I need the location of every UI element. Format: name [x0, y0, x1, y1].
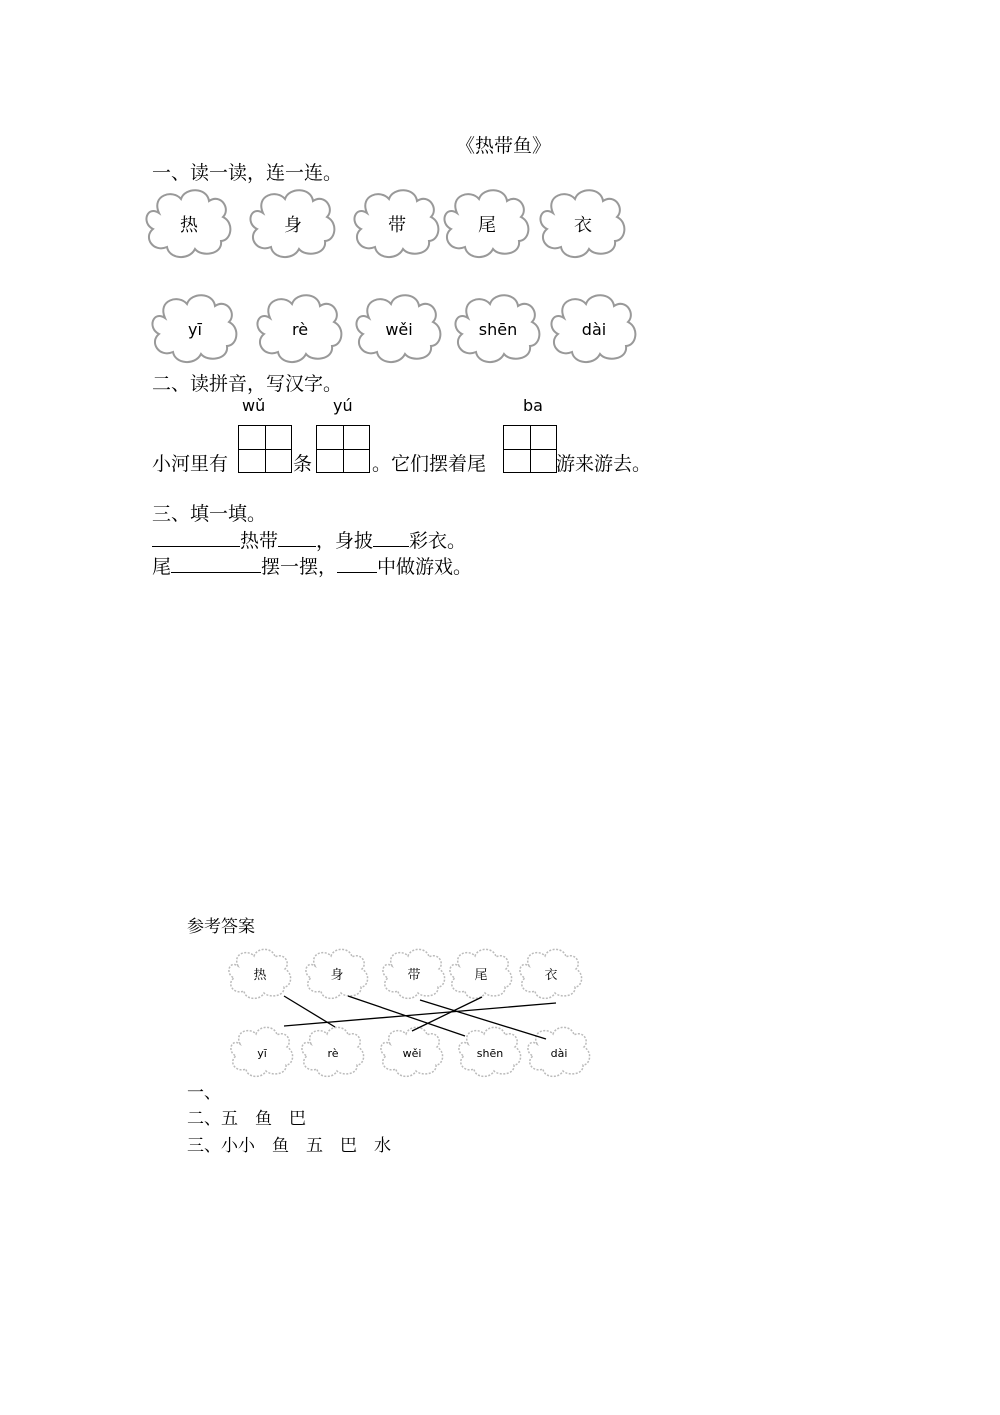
answer-char-label: 热: [253, 968, 267, 983]
pinyin-hint: yú: [333, 396, 353, 415]
char-cloud[interactable]: [250, 190, 334, 257]
answer-char-cloud: [229, 949, 291, 998]
answer-char-label: 尾: [474, 968, 488, 983]
char-cloud-label: 尾: [478, 215, 496, 236]
answer-line-3: 三、小小 鱼 五 巴 水: [187, 1136, 391, 1156]
sentence-part: 。它们摆着尾: [372, 453, 487, 475]
answer-char-label: 带: [407, 968, 421, 983]
answer-pinyin-cloud: [302, 1027, 364, 1076]
answer-pinyin-label: wěi: [402, 1047, 422, 1060]
pinyin-cloud-label: wěi: [385, 320, 413, 339]
pinyin-cloud[interactable]: [257, 295, 341, 362]
pinyin-cloud-label: rè: [291, 320, 309, 339]
char-cloud-label: 热: [180, 215, 198, 236]
page-title: 《热带鱼》: [456, 135, 552, 157]
connector-line: [284, 1003, 556, 1026]
answer-diagram: [229, 949, 590, 1076]
fill-text: 中做游戏。: [377, 556, 473, 578]
pinyin-cloud[interactable]: [356, 295, 440, 362]
writing-grid-box[interactable]: [238, 425, 292, 473]
fill-line-1: [152, 526, 466, 553]
pinyin-hint: ba: [523, 396, 543, 415]
answer-char-cloud: [306, 949, 368, 998]
fill-text: 热带: [240, 530, 279, 552]
sentence-part: 条: [293, 453, 313, 475]
char-cloud-label: 身: [284, 215, 302, 236]
answer-line-2: 二、五 鱼 巴: [187, 1109, 306, 1129]
section3-heading: 三、填一填。: [152, 503, 267, 525]
section2-heading: 二、读拼音，写汉字。: [152, 373, 343, 395]
fill-blank[interactable]: [152, 528, 240, 547]
char-cloud-label: 带: [388, 215, 406, 236]
fill-blank[interactable]: [171, 554, 261, 573]
fill-blank[interactable]: [337, 554, 377, 573]
sentence-end: 游来游去。: [556, 453, 652, 475]
pinyin-cloud-label: yī: [188, 320, 202, 339]
answer-char-label: 衣: [544, 968, 558, 983]
answer-pinyin-cloud: [459, 1027, 521, 1076]
char-cloud[interactable]: [444, 190, 528, 257]
char-cloud[interactable]: [146, 190, 230, 257]
answer-pinyin-label: dài: [550, 1047, 568, 1060]
writing-grid-box[interactable]: [503, 425, 557, 473]
pinyin-cloud-label: shēn: [478, 320, 518, 339]
pinyin-cloud[interactable]: [455, 295, 539, 362]
answer-pinyin-cloud: [528, 1027, 590, 1076]
sentence-start: 小河里有: [152, 453, 229, 475]
pinyin-hint: wǔ: [242, 396, 266, 415]
pinyin-cloud[interactable]: [152, 295, 236, 362]
fill-text: ，身披: [316, 530, 374, 552]
answer-char-cloud: [383, 949, 445, 998]
fill-blank[interactable]: [278, 528, 316, 547]
answer-pinyin-cloud: [381, 1027, 443, 1076]
answer-pinyin-cloud: [231, 1027, 293, 1076]
answers-heading: 参考答案: [187, 917, 255, 937]
char-cloud[interactable]: [540, 190, 624, 257]
answer-pinyin-label: shēn: [476, 1047, 504, 1060]
char-cloud[interactable]: [354, 190, 438, 257]
answer-char-cloud: [520, 949, 582, 998]
answer-char-label: 身: [330, 968, 344, 983]
char-cloud-label: 衣: [574, 215, 592, 236]
fill-text: 彩衣。: [409, 530, 467, 552]
fill-blank[interactable]: [373, 528, 409, 547]
answer-char-cloud: [450, 949, 512, 998]
section1-heading: 一、读一读，连一连。: [152, 162, 343, 184]
pinyin-cloud[interactable]: [551, 295, 635, 362]
fill-text: 尾: [152, 556, 172, 578]
pinyin-cloud-label: dài: [581, 320, 607, 339]
fill-text: 摆一摆，: [261, 556, 338, 578]
answer-line-1: 一、: [187, 1083, 221, 1103]
fill-line-2: [152, 552, 472, 579]
answer-pinyin-label: rè: [327, 1047, 339, 1060]
answer-pinyin-label: yī: [257, 1047, 267, 1060]
writing-grid-box[interactable]: [316, 425, 370, 473]
